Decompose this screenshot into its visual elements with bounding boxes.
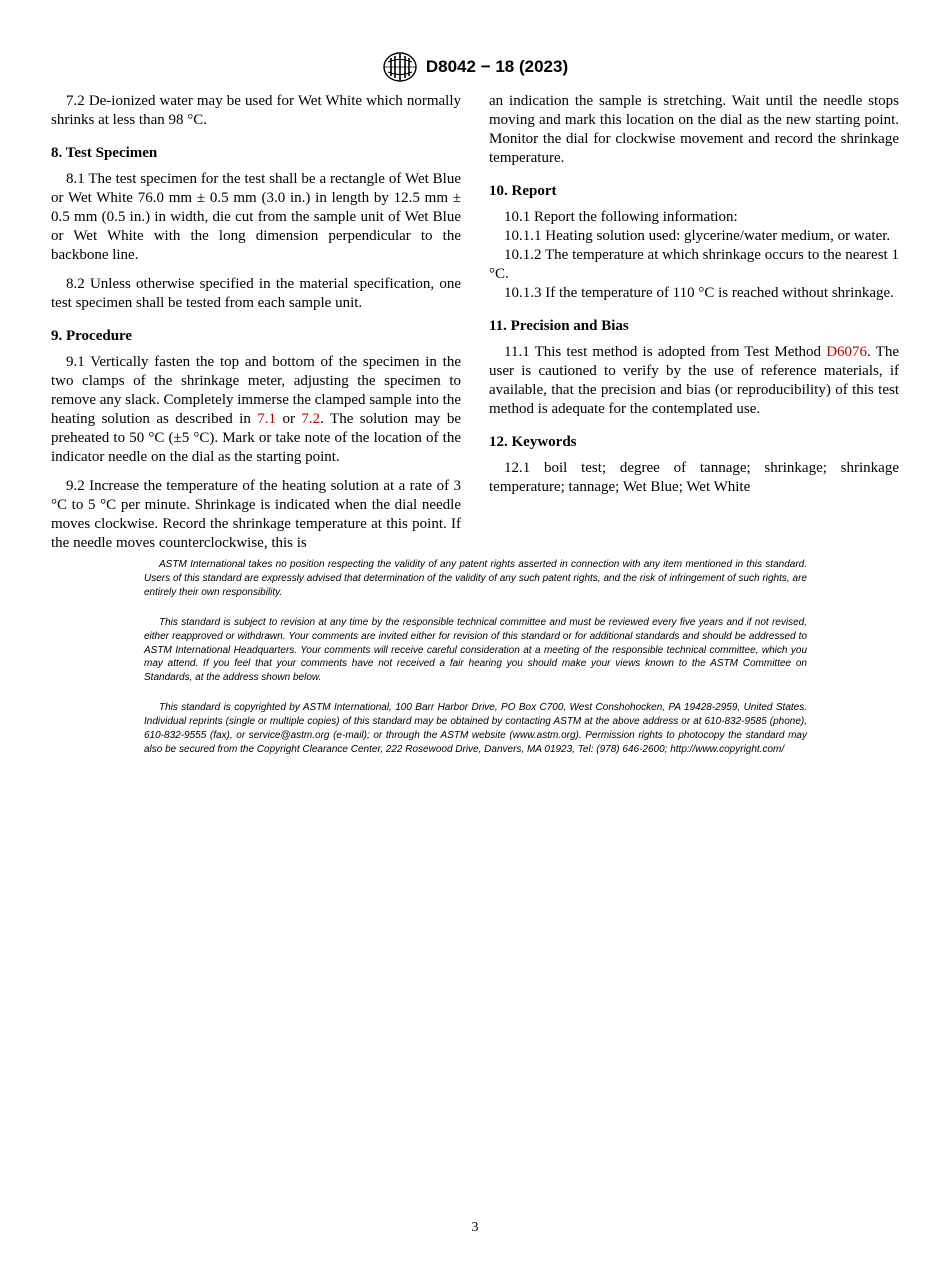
paragraph-9-2-continued: an indication the sample is stretching. Wait until the needle stops moving and mark this location on the dial as the new starting point. Monitor the dial for clockwise movement and record the shrinkage temperature.: [489, 93, 899, 166]
paragraph-9-1: 9.1 Vertically fasten the top and bottom of the specimen in the two clamps of the shrinkage meter, adjusting the specimen to remove any slack. Completely immerse the clamped sample into the heating solution as described in 7.1 or 7.2. The solution may be preheated to 50 °C (±5 °C). Mark or take note of the location of the indicator needle on the dial as the starting point.: [51, 354, 461, 465]
legal-notices: [144, 558, 807, 773]
paragraph-10-1: 10.1 Report the following information:: [504, 209, 738, 225]
paragraph-10-1-2: 10.1.2 The temperature at which shrinkage occurs to the nearest 1 °C.: [489, 247, 899, 282]
page-number: 3: [471, 1220, 479, 1235]
left-column: [51, 92, 461, 563]
ref-link-7-1[interactable]: 7.1: [257, 411, 277, 427]
paragraph-8-2: 8.2 Unless otherwise specified in the material specification, one test specimen shall be tested from each sample unit.: [51, 276, 461, 311]
standard-designation: D8042 − 18 (2023): [425, 57, 569, 76]
section-heading-procedure: 9. Procedure: [51, 328, 133, 344]
revision-notice: This standard is subject to revision at any time by the responsible technical committee and must be reviewed every five years and if not revised, either reapproved or withdrawn. Your comments are invited either for revision of this standard or for additional standards and should be addressed to ASTM International Headquarters. Your comments will receive careful consideration at a meeting of the responsible technical committee, which you may attend. If you feel that your comments have not received a fair hearing you should make your views known to the ASTM Committee on Standards, at the address shown below.: [144, 616, 807, 684]
paragraph-9-2: 9.2 Increase the temperature of the heating solution at a rate of 3 °C to 5 °C per minute. Shrinkage is indicated when the dial needle moves clockwise. Record the shrinkage temperature at this point. If the needle moves counterclockwise, this is: [51, 478, 461, 551]
patent-notice: ASTM International takes no position respecting the validity of any patent rights asserted in connection with any item mentioned in this standard. Users of this standard are expressly advised that determination of the validity of any such patent rights, and the risk of infringement of such rights, are entirely their own responsibility.: [144, 559, 807, 598]
paragraph-8-1: 8.1 The test specimen for the test shall be a rectangle of Wet Blue or Wet White 76.0 mm ± 0.5 mm (3.0 in.) in length by 12.5 mm ± 0.5 mm (0.5 in.) in width, die cut from the sample unit of Wet Blue or Wet White with the long dimension perpendicular to the backbone line.: [51, 171, 461, 263]
page-header: [0, 50, 950, 84]
section-heading-precision-bias: 11. Precision and Bias: [489, 318, 629, 334]
paragraph-10-1-3: 10.1.3 If the temperature of 110 °C is reached without shrinkage.: [504, 285, 894, 301]
paragraph-10-1-1: 10.1.1 Heating solution used: glycerine/water medium, or water.: [504, 228, 891, 244]
ref-link-d6076[interactable]: D6076: [826, 344, 868, 360]
paragraph-11-1: 11.1 This test method is adopted from Test Method D6076. The user is cautioned to verify by the use of reference materials, if available, that the precision and bias (or reproducibility) of this test method is adequate for the contemplated use.: [489, 344, 899, 417]
paragraph-12-1: 12.1 boil test; degree of tannage; shrinkage; shrinkage temperature; tannage; Wet Blue; Wet White: [489, 460, 899, 495]
section-heading-keywords: 12. Keywords: [489, 434, 577, 450]
section-heading-report: 10. Report: [489, 183, 557, 199]
paragraph-7-2: 7.2 De-ionized water may be used for Wet White which normally shrinks at less than 98 °C.: [51, 93, 461, 128]
ref-link-7-2[interactable]: 7.2: [301, 411, 321, 427]
copyright-notice: This standard is copyrighted by ASTM International, 100 Barr Harbor Drive, PO Box C700, West Conshohocken, PA 19428-2959, United States. Individual reprints (single or multiple copies) of this standard may be obtained by contacting ASTM at the above address or at 610-832-9585 (phone), 610-832-9555 (fax), or service@astm.org (e-mail); or through the ASTM website (www.astm.org). Permission rights to photocopy the standard may also be secured from the Copyright Clearance Center, 222 Rosewood Drive, Danvers, MA 01923, Tel: (978) 646-2600; http://www.copyright.com/: [144, 702, 807, 755]
section-heading-test-specimen: 8. Test Specimen: [51, 145, 158, 161]
astm-logo-icon: [382, 51, 418, 83]
right-column: [489, 92, 899, 507]
